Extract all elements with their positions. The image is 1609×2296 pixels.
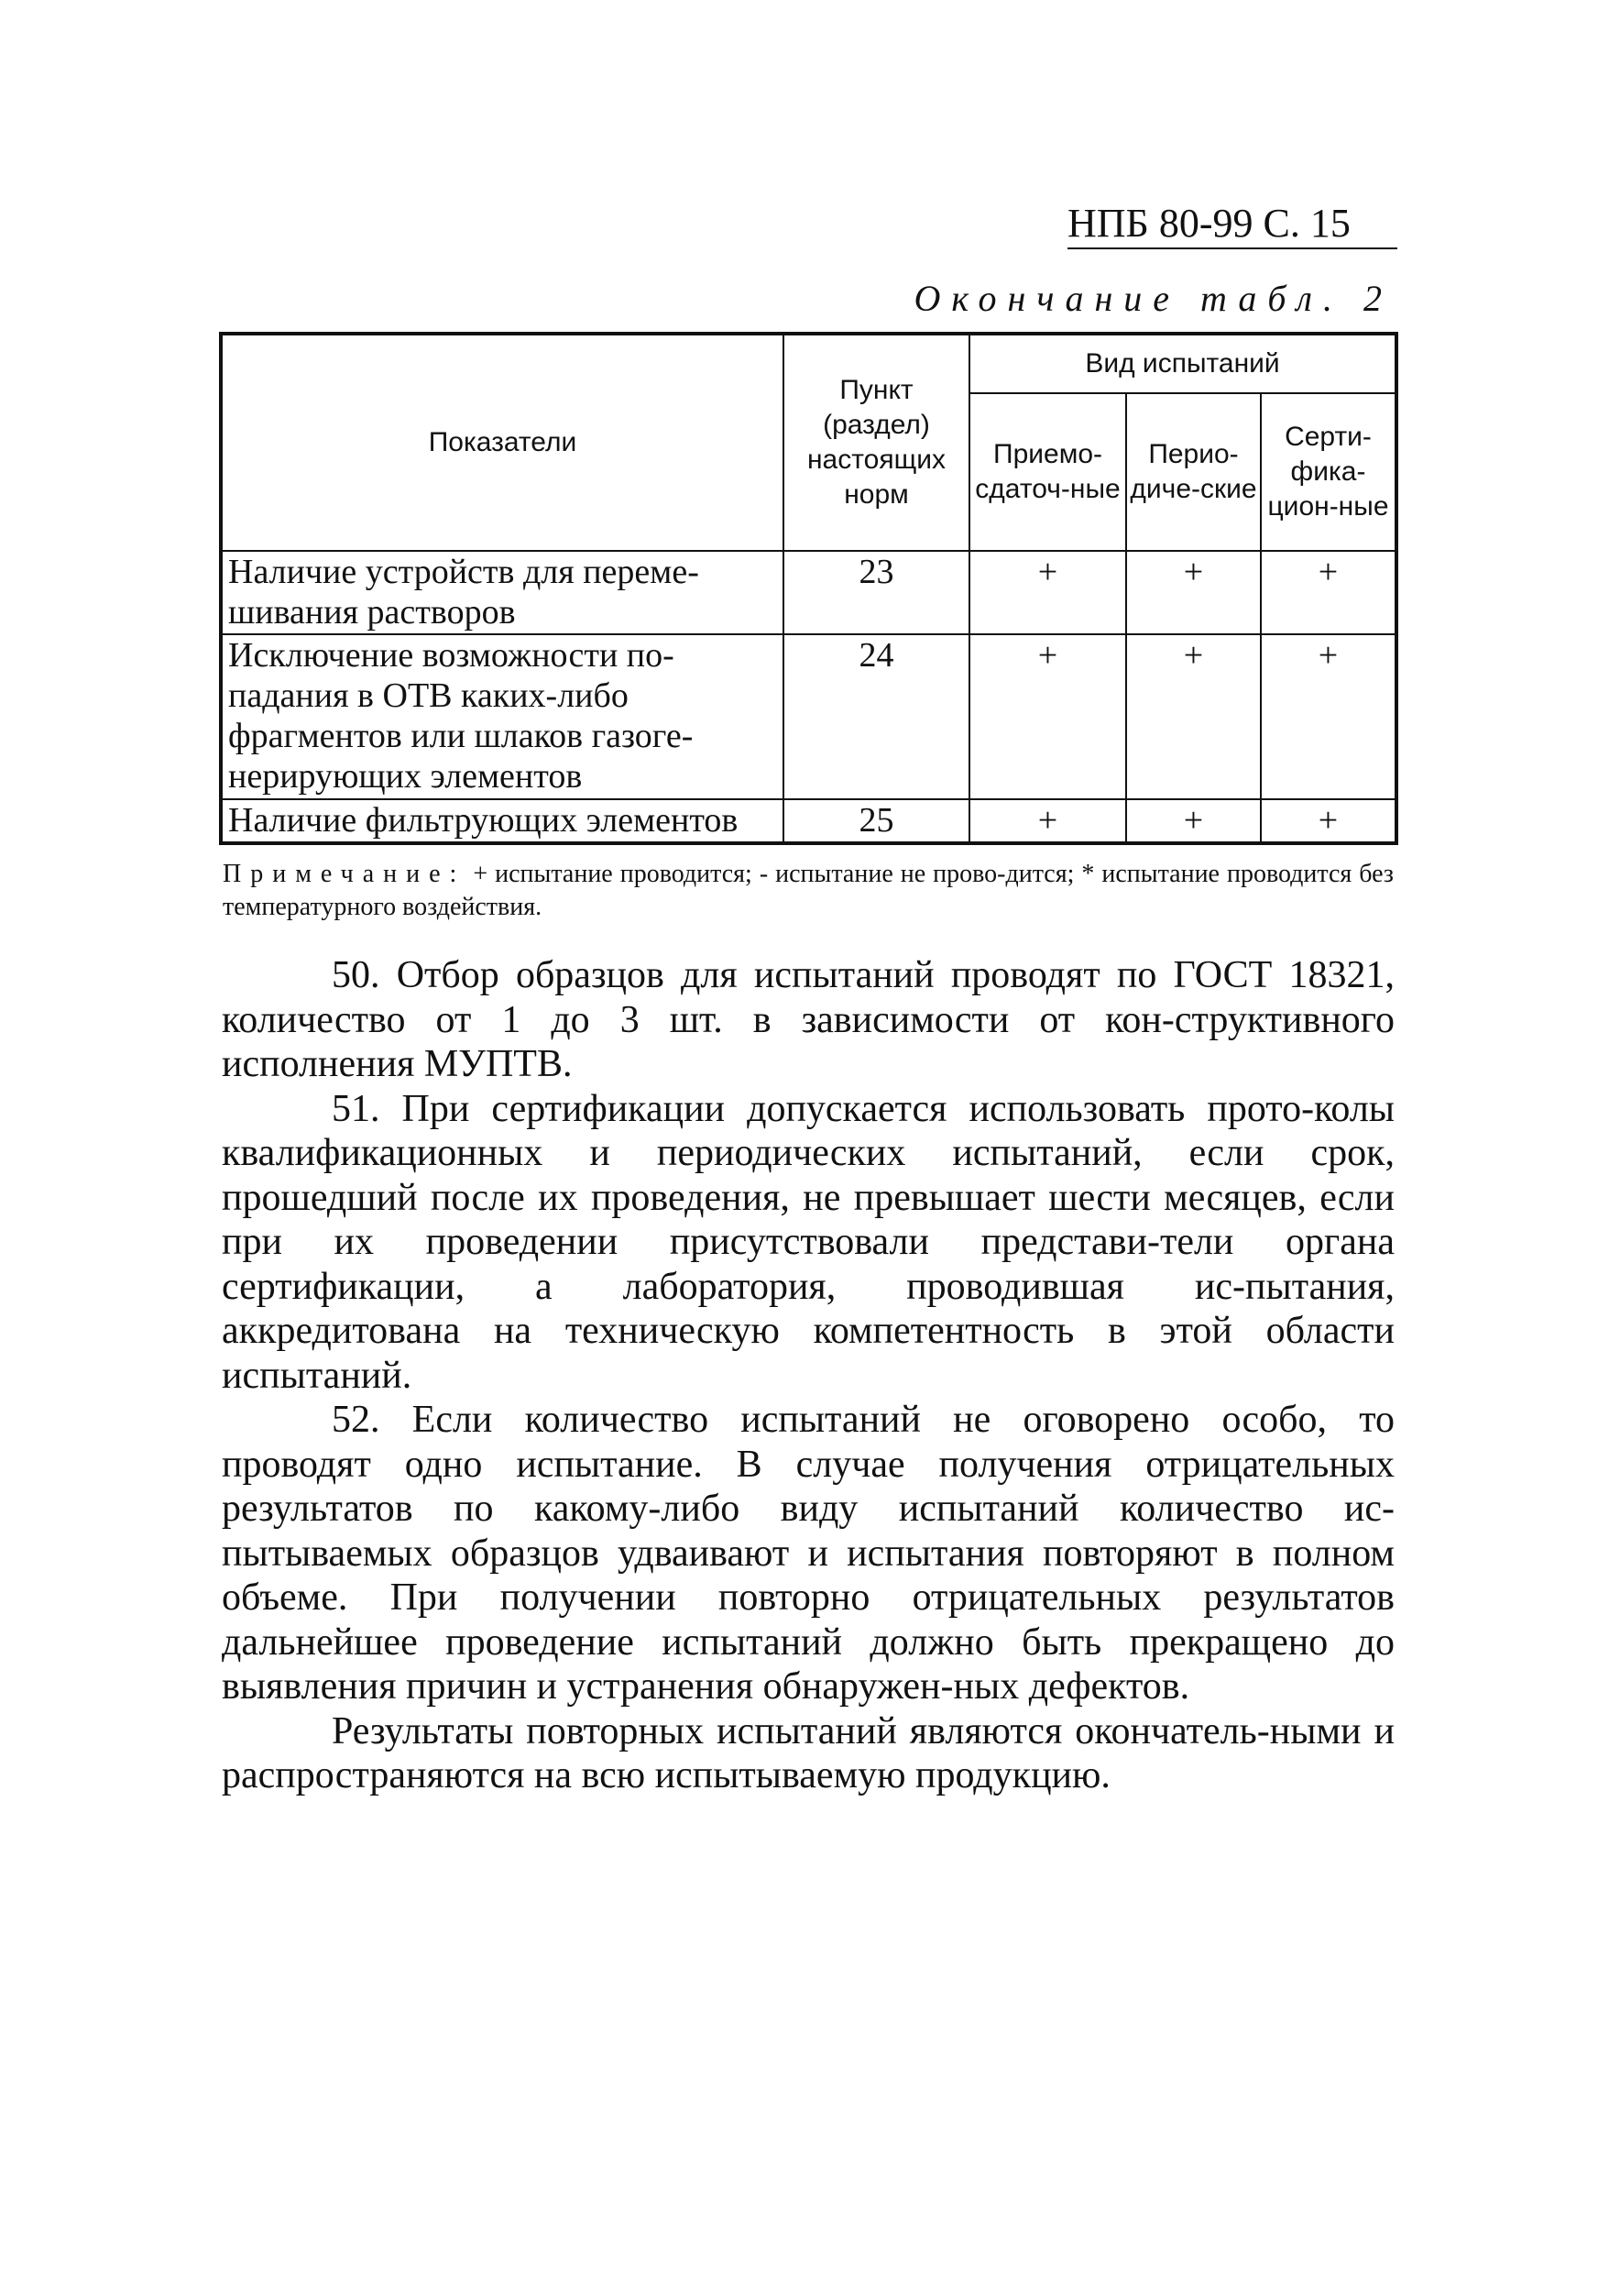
paragraph-51: 51. При сертификации допускается использовать прото-колы квалификационных и периодических испытаний, если срок, прошедший после их проведения, не превышает шести месяцев, если при их проведении присутствовали представи-тели органа сертификации, а лаборатория, проводившая ис-пытания, аккредитована на техническую компетентность в этой области испытаний. bbox=[222, 1087, 1395, 1397]
body-text bbox=[222, 953, 1395, 1798]
row-certification-mark: + bbox=[1261, 551, 1396, 634]
table-row bbox=[221, 634, 1396, 799]
header-acceptance: Приемо-сдаточ-ные bbox=[969, 393, 1126, 551]
row-periodic-mark: + bbox=[1126, 551, 1261, 634]
table-row bbox=[221, 551, 1396, 634]
header-clause: Пункт (раздел) настоящих норм bbox=[783, 334, 969, 551]
test-requirements-table bbox=[219, 332, 1398, 845]
row-indicator: Наличие фильтрующих элементов bbox=[221, 799, 783, 843]
header-certification: Серти-фика-цион-ные bbox=[1261, 393, 1396, 551]
row-indicator: Наличие устройств для переме-шивания растворов bbox=[221, 551, 783, 634]
row-certification-mark: + bbox=[1261, 799, 1396, 843]
row-clause: 24 bbox=[783, 634, 969, 799]
header-test-type: Вид испытаний bbox=[969, 334, 1396, 393]
table-row bbox=[221, 799, 1396, 843]
row-clause: 25 bbox=[783, 799, 969, 843]
row-periodic-mark: + bbox=[1126, 799, 1261, 843]
table-caption: Окончание табл. 2 bbox=[914, 278, 1393, 319]
document-reference-header: НПБ 80-99 С. 15 bbox=[1067, 200, 1397, 249]
row-certification-mark: + bbox=[1261, 634, 1396, 799]
row-acceptance-mark: + bbox=[969, 551, 1126, 634]
row-acceptance-mark: + bbox=[969, 799, 1126, 843]
note-text: + испытание проводится; - испытание не прово-дится; * испытание проводится без температурного воздействия. bbox=[223, 860, 1394, 921]
row-clause: 23 bbox=[783, 551, 969, 634]
header-indicators: Показатели bbox=[221, 334, 783, 551]
paragraph-results: Результаты повторных испытаний являются окончатель-ными и распространяются на всю испытываемую продукцию. bbox=[222, 1709, 1395, 1796]
test-requirements-table-container bbox=[219, 332, 1395, 845]
paragraph-52: 52. Если количество испытаний не оговорено особо, то проводят одно испытание. В случае получения отрицательных результатов по какому-либо виду испытаний количество ис-пытываемых образцов удваивают и испытания повторяют в полном объеме. При получении повторно отрицательных результатов дальнейшее проведение испытаний должно быть прекращено до выявления причин и устранения обнаружен-ных дефектов. bbox=[222, 1399, 1395, 1708]
header-periodic: Перио-диче-ские bbox=[1126, 393, 1261, 551]
row-acceptance-mark: + bbox=[969, 634, 1126, 799]
note-label: Примечание: bbox=[223, 860, 466, 888]
table-note bbox=[223, 858, 1394, 924]
row-indicator: Исключение возможности по-падания в ОТВ каких-либо фрагментов или шлаков газоге-нерирующих элементов bbox=[221, 634, 783, 799]
paragraph-50: 50. Отбор образцов для испытаний проводят по ГОСТ 18321, количество от 1 до 3 шт. в зависимости от кон-структивного исполнения МУПТВ. bbox=[222, 954, 1395, 1085]
row-periodic-mark: + bbox=[1126, 634, 1261, 799]
